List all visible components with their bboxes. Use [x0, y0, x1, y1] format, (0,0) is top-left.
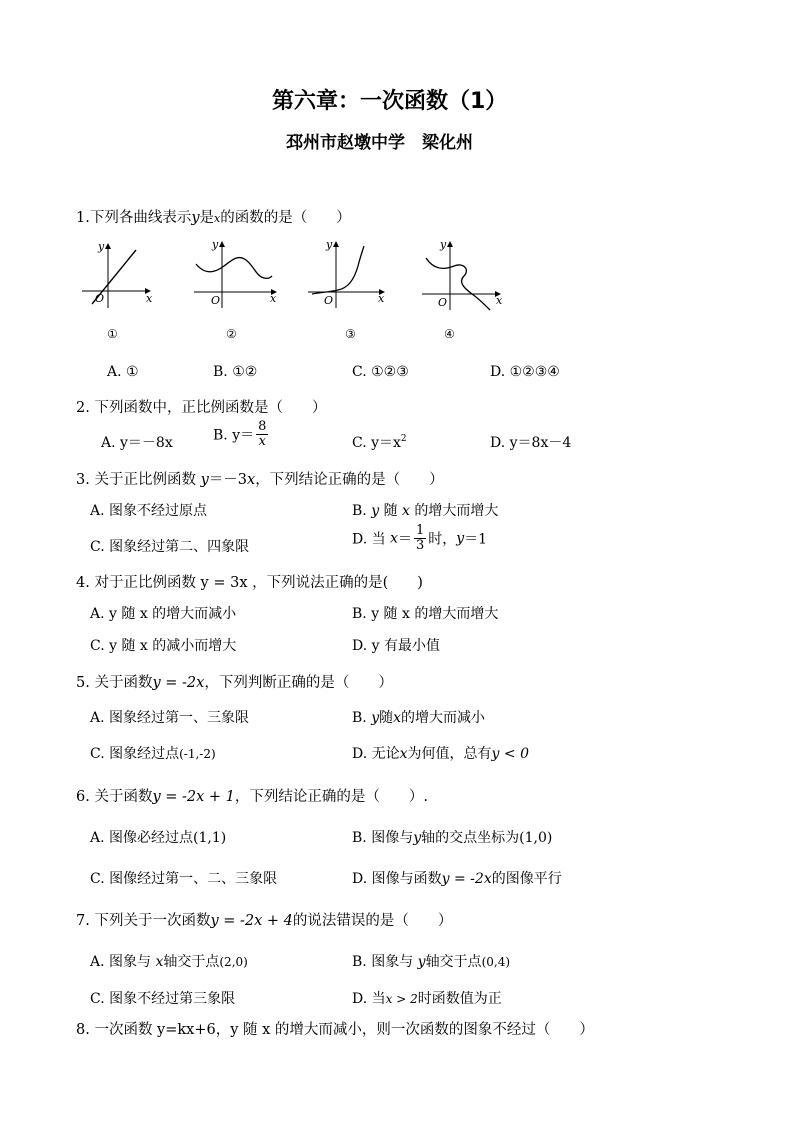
q7-option-a: A. 图象与 x轴交于点(2,0)	[90, 954, 248, 970]
q7-option-c: C. 图象不经过第三象限	[90, 991, 236, 1007]
question-8-stem: 8. 一次函数 y=kx+6，y 随 x 的增大而减小，则一次函数的图象不经过（ ）	[76, 1022, 594, 1038]
graph-4	[420, 236, 520, 316]
graph-3	[306, 236, 396, 316]
curve	[312, 246, 364, 294]
graph-2-label: ②	[226, 327, 237, 341]
graph-1	[78, 236, 168, 316]
x-label: x	[270, 292, 277, 305]
graph-2	[192, 236, 292, 316]
q7-option-d: D. 当x > 2时函数值为正	[352, 991, 502, 1007]
curve	[196, 258, 272, 279]
page-subtitle: 邳州市赵墩中学 梁化州	[286, 133, 473, 153]
y-label: y	[98, 240, 105, 253]
graph-4-label: ④	[444, 327, 455, 341]
q1-option-a: A. ①	[107, 364, 139, 380]
q1-option-b: B. ①②	[213, 364, 258, 380]
q3-option-c: C. 图象经过第二、四象限	[90, 539, 250, 555]
q6-option-c: C. 图像经过第一、二、三象限	[90, 871, 278, 887]
q1-option-d: D. ①②③④	[490, 364, 560, 380]
q4-option-b: B. y 随 x 的增大而增大	[352, 606, 499, 622]
question-7-stem: 7. 下列关于一次函数y = -2x + 4的说法错误的是（ ）	[76, 913, 453, 929]
origin-label: O	[95, 292, 105, 305]
y-label: y	[212, 238, 219, 251]
question-3-stem: 3. 关于正比例函数 y＝－3x，下列结论正确的是（ ）	[76, 472, 444, 488]
q1-option-c: C. ①②③	[352, 364, 409, 380]
q3-option-b: B. y 随 x 的增大而增大	[352, 503, 499, 519]
q4-option-c: C. y 随 x 的减小而增大	[90, 638, 237, 654]
graph-3-label: ③	[345, 327, 356, 341]
x-label: x	[146, 292, 153, 305]
question-1-stem: 1.下列各曲线表示y是x的函数的是（ ）	[76, 210, 351, 226]
question-4-stem: 4. 对于正比例函数 y = 3x ，下列说法正确的是( )	[76, 575, 423, 591]
q5-option-d: D. 无论x为何值，总有y < 0	[352, 746, 529, 762]
question-5-stem: 5. 关于函数y = -2x，下列判断正确的是（ ）	[76, 675, 393, 691]
q2-option-d: D. y＝8x－4	[490, 435, 572, 451]
y-label: y	[326, 238, 333, 251]
origin-label: O	[211, 294, 221, 307]
origin-label: O	[438, 296, 448, 309]
q5-option-a: A. 图象经过第一、三象限	[90, 710, 250, 726]
curve	[426, 258, 490, 310]
q6-option-a: A. 图像必经过点(1,1)	[90, 830, 227, 846]
page-title: 第六章：一次函数（1）	[272, 89, 508, 114]
x-label: x	[378, 292, 385, 305]
origin-label: O	[324, 294, 334, 307]
q6-option-b: B. 图像与y轴的交点坐标为(1,0)	[352, 830, 553, 846]
q7-option-b: B. 图象与 y轴交于点(0,4)	[352, 954, 511, 970]
graph-1-label: ①	[107, 327, 118, 341]
q4-option-a: A. y 随 x 的增大而减小	[90, 606, 237, 622]
q3-option-d: D. 当 x＝ $\frac{1}{3}$ 时，y＝1	[352, 523, 488, 553]
q2-option-a: A. y＝－8x	[101, 435, 173, 451]
q5-option-b: B. y随x的增大而减小	[352, 710, 486, 726]
q6-option-d: D. 图像与函数y = -2x的图像平行	[352, 871, 562, 887]
q2-option-b: B. y＝ $\frac{8}{x}$	[213, 419, 267, 449]
q3-option-a: A. 图象不经过原点	[90, 503, 208, 519]
q4-option-d: D. y 有最小值	[352, 638, 440, 654]
q5-option-c: C. 图象经过点(-1,-2)	[90, 746, 216, 762]
q2-option-c: C. $y=x^2$	[352, 434, 407, 451]
question-2-stem: 2. 下列函数中，正比例函数是（ ）	[76, 400, 327, 416]
question-6-stem: 6. 关于函数y = -2x + 1，下列结论正确的是（ ）.	[76, 789, 429, 805]
x-label: x	[496, 294, 503, 307]
y-label: y	[440, 238, 447, 251]
